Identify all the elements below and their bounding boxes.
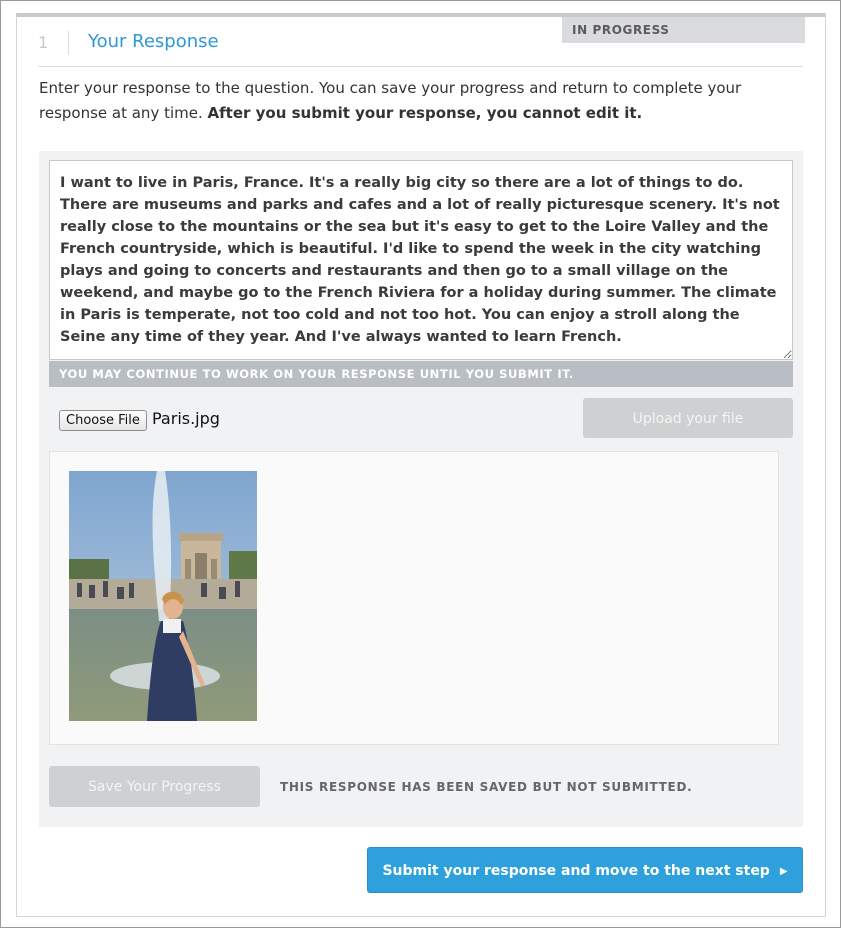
chevron-right-icon: ▶ [779,866,788,877]
upload-file-button[interactable]: Upload your file [583,398,793,438]
instructions-warning: After you submit your response, you cannot edit it. [207,104,643,122]
instructions-text [39,76,799,126]
paris-photo [69,471,257,721]
choose-file-button[interactable]: Choose File [59,410,147,431]
header-divider [38,66,803,67]
save-progress-button[interactable]: Save Your Progress [49,766,260,807]
status-badge: IN PROGRESS [562,17,805,43]
page-title: Your Response [88,31,219,52]
preview-scrollbar[interactable] [780,451,793,745]
response-note: YOU MAY CONTINUE TO WORK ON YOUR RESPONSE UNTIL YOU SUBMIT IT. [49,361,793,387]
response-textarea[interactable] [49,160,793,360]
save-status-text: THIS RESPONSE HAS BEEN SAVED BUT NOT SUBMITTED. [280,780,693,794]
uploaded-image-thumbnail[interactable] [69,471,257,721]
step-number: 1 [38,31,69,55]
selected-file-name: Paris.jpg [152,409,220,428]
instructions-plain: Enter your response to the question. You can save your progress and return to complete your response at any time. [39,79,742,122]
submit-response-button[interactable] [367,847,803,893]
submit-button-label: Submit your response and move to the next step [382,863,770,879]
